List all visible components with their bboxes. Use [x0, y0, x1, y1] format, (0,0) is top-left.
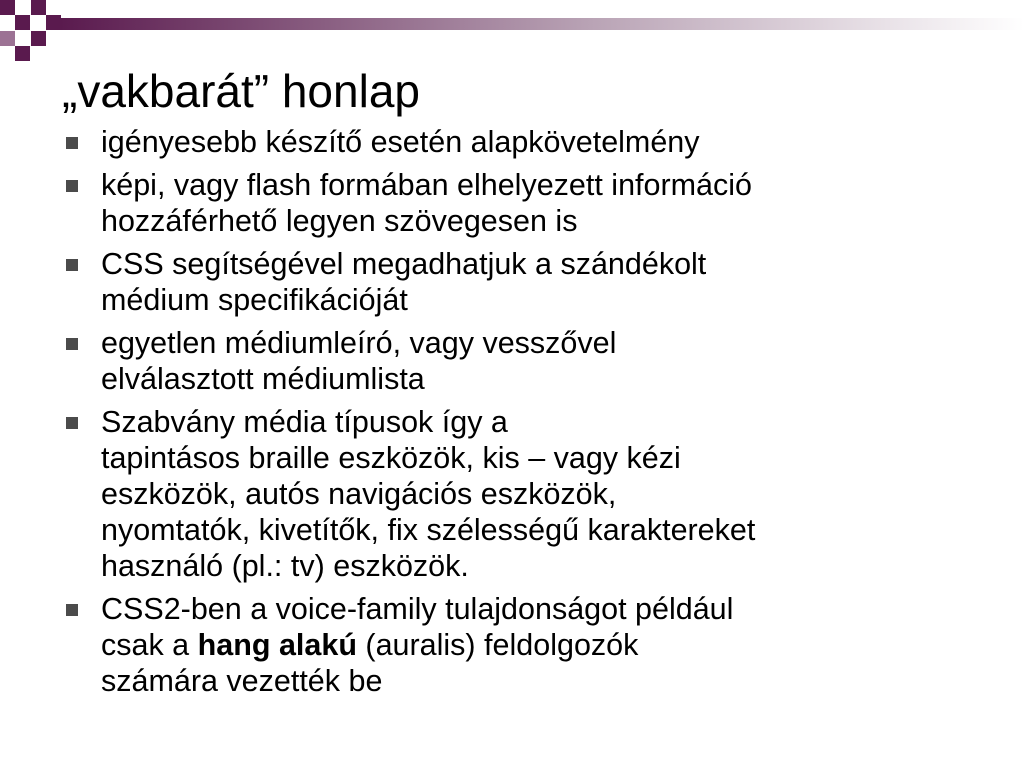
bullet-text-segment: csak a	[101, 628, 198, 662]
square-bullet-icon	[66, 137, 78, 149]
bullet-text	[101, 246, 990, 318]
bullet-line: elválasztott médiumlista	[101, 362, 425, 396]
bullet-line: eszközök, autós navigációs eszközök,	[101, 477, 617, 511]
bullet-line: egyetlen médiumleíró, vagy vesszővel	[101, 326, 617, 360]
bullet-item	[60, 246, 990, 318]
deco-square	[0, 31, 15, 46]
square-bullet-icon	[66, 604, 78, 616]
bullet-text	[101, 591, 990, 699]
bullet-text	[101, 124, 990, 160]
bullet-line: igényesebb készítő esetén alapkövetelmény	[101, 125, 700, 159]
bullet-line: Szabvány média típusok így a	[101, 405, 508, 439]
header-decoration	[0, 0, 1024, 64]
bold-emphasis: hang alakú	[197, 628, 357, 662]
bullet-line	[101, 627, 990, 663]
deco-square	[15, 46, 30, 61]
square-bullet-icon	[66, 259, 78, 271]
bullet-line: médium specifikációját	[101, 283, 408, 317]
square-bullet-icon	[66, 180, 78, 192]
bullet-text	[101, 404, 990, 584]
deco-square	[0, 0, 15, 15]
bullet-line: használó (pl.: tv) eszközök.	[101, 549, 469, 583]
bullet-line: CSS segítségével megadhatjuk a szándékolt	[101, 247, 707, 281]
square-bullet-icon	[66, 338, 78, 350]
bullet-line: nyomtatók, kivetítők, fix szélességű karaktereket	[101, 513, 756, 547]
deco-square	[15, 15, 30, 30]
bullet-line: számára vezették be	[101, 664, 383, 698]
header-gradient-bar	[60, 18, 1024, 30]
bullet-item	[60, 404, 990, 584]
deco-square	[31, 0, 46, 15]
deco-square	[46, 15, 61, 30]
bullet-item	[60, 124, 990, 160]
bullet-item	[60, 167, 990, 239]
bullet-item	[60, 591, 990, 699]
deco-square	[31, 31, 46, 46]
bullet-line: CSS2-ben a voice-family tulajdonságot például	[101, 592, 734, 626]
slide-title: „vakbarát” honlap	[62, 65, 420, 117]
square-bullet-icon	[66, 417, 78, 429]
bullet-line: tapintásos braille eszközök, kis – vagy kézi	[101, 441, 681, 475]
bullet-line: hozzáférhető legyen szövegesen is	[101, 204, 578, 238]
bullet-list	[60, 124, 990, 706]
bullet-text	[101, 167, 990, 239]
bullet-line: képi, vagy flash formában elhelyezett információ	[101, 168, 752, 202]
bullet-text	[101, 325, 990, 397]
bullet-item	[60, 325, 990, 397]
bullet-text-segment: (auralis) feldolgozók	[356, 628, 639, 662]
